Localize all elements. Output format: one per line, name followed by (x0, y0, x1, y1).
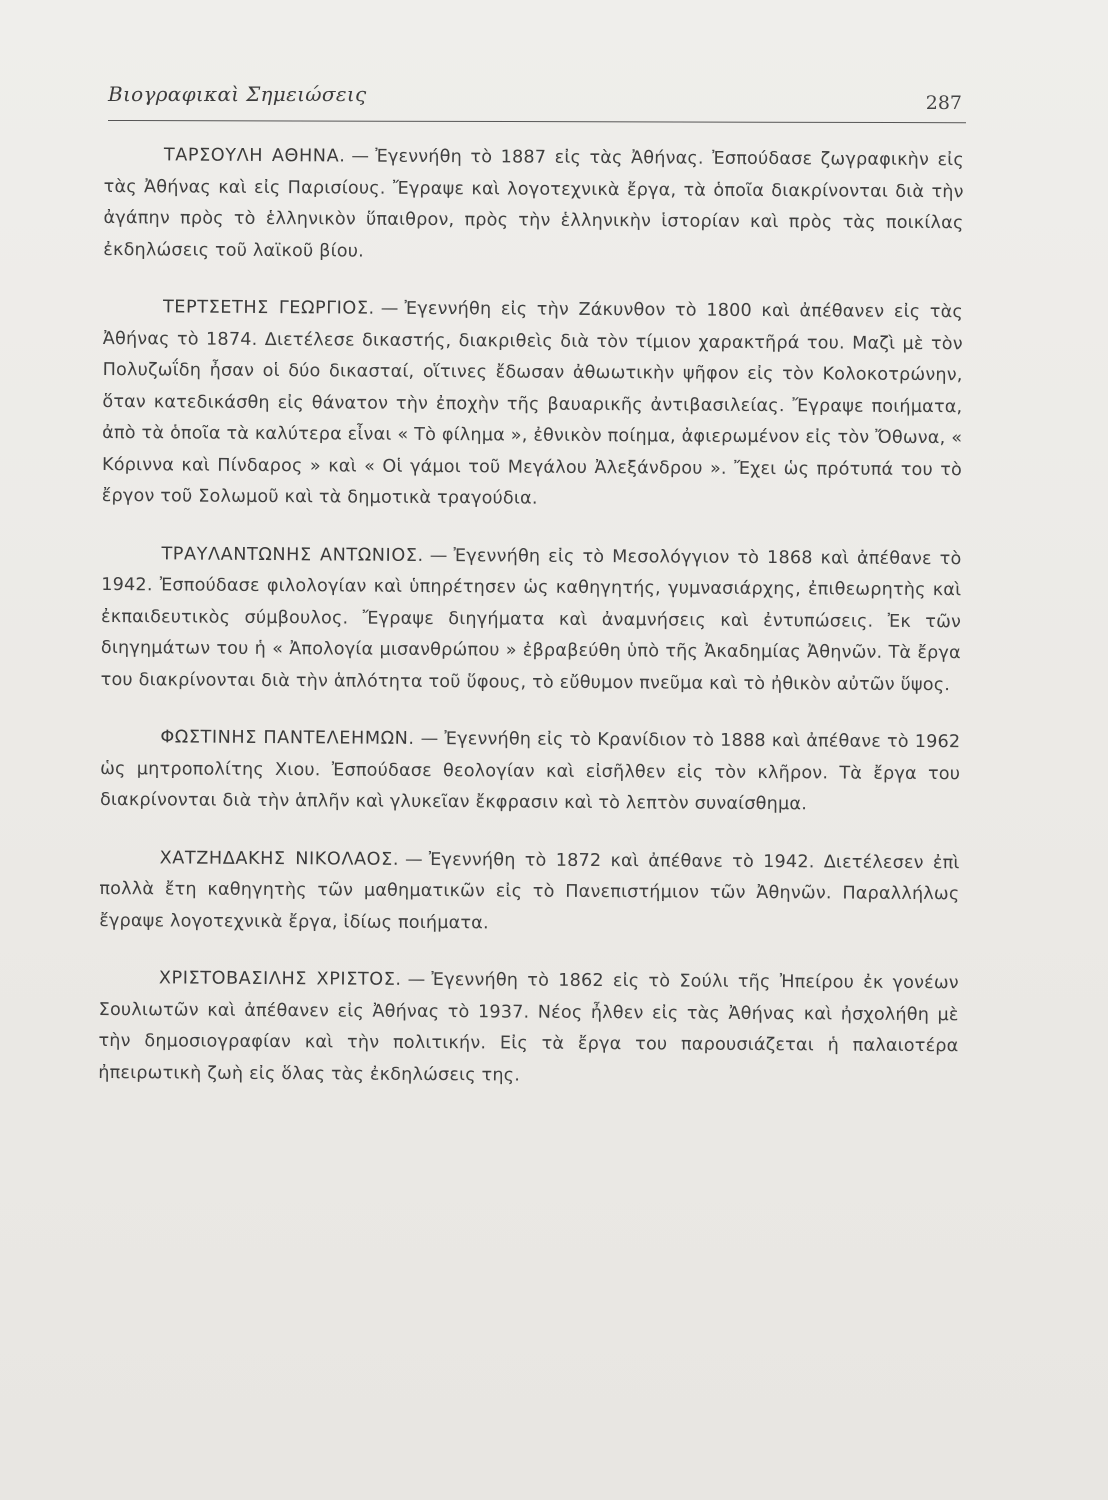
biography-entry-chatzidakis (99, 842, 960, 942)
entry-name: ΤΕΡΤΣΕΤΗΣ ΓΕΩΡΓΙΟΣ. (162, 297, 375, 319)
header-rule (108, 120, 966, 123)
entry-text: Ἐγεννήθη εἰς τὸ Μεσολόγγιον τὸ 1868 καὶ ἀπέθανε τὸ 1942. Ἐσπούδασε φιλολογίαν καὶ ὑπηρέτησεν ὡς καθηγητής, γυμνασιάρχης, ἐπιθεωρητὴς καὶ ἐκπαιδευτικὸς σύμβουλος. Ἔγραψε διηγήματα καὶ ἀναμνήσεις καὶ ἐντυπώσεις. Ἐκ τῶν διηγημάτων του ἡ « Ἀπολογία μισανθρώπου » ἐβραβεύθη ὑπὸ τῆς Ἀκαδημίας Ἀθηνῶν. Τὰ ἔργα του διακρίνονται διὰ τὴν ἁπλότητα τοῦ ὕφους, τὸ εὔθυμον πνεῦμα καὶ τὸ ἠθικὸν αὐτῶν ὕψος. (100, 545, 962, 695)
entry-name: ΤΡΑΥΛΑΝΤΩΝΗΣ ΑΝΤΩΝΙΟΣ. (161, 543, 424, 566)
entry-dash: — (380, 298, 399, 319)
entry-name: ΧΑΤΖΗΔΑΚΗΣ ΝΙΚΟΛΑΟΣ. (159, 847, 400, 870)
biography-entry-tertsetis (102, 292, 963, 518)
entry-dash: — (420, 728, 439, 750)
entry-dash: — (404, 849, 423, 870)
page-header (108, 76, 966, 124)
entry-dash: — (429, 545, 448, 566)
page-number: 287 (925, 92, 962, 114)
entry-text: Ἐγεννήθη τὸ 1872 καὶ ἀπέθανε τὸ 1942. Διετέλεσεν ἐπὶ πολλὰ ἔτη καθηγητὴς τῶν μαθηματικῶν εἰς τὸ Πανεπιστήμιον τῶν Ἀθηνῶν. Παραλλήλως ἔγραψε λογοτεχνικὰ ἔργα, ἰδίως ποιήματα. (99, 849, 960, 933)
entry-name: ΧΡΙΣΤΟΒΑΣΙΛΗΣ ΧΡΙΣΤΟΣ. (158, 968, 402, 990)
biography-entry-tarsouli (103, 140, 964, 271)
biography-entry-christovasilis (98, 963, 959, 1094)
biography-entry-fostinis (100, 722, 961, 822)
biography-entry-travlantonis (101, 538, 962, 701)
entry-text: Ἐγεννήθη τὸ 1887 εἰς τὰς Ἀθήνας. Ἐσπούδασε ζωγραφικὴν εἰς τὰς Ἀθήνας καὶ εἰς Παρισίους. Ἔγραψε καὶ λογοτεχνικὰ ἔργα, τὰ ὁποῖα διακρίνονται διὰ τὴν ἀγάπην πρὸς τὸ ἑλληνικὸν ὕπαιθρον, πρὸς τὴν ἑλληνικὴν ἱστορίαν καὶ πρὸς τὰς ποικίλας ἐκδηλώσεις τοῦ λαϊκοῦ βίου. (103, 146, 964, 262)
entry-text: Ἐγεννήθη εἰς τὴν Ζάκυνθον τὸ 1800 καὶ ἀπέθανεν εἰς τὰς Ἀθήνας τὸ 1874. Διετέλεσε δικαστής, διακριθεὶς διὰ τὸν τίμιον χαρακτῆρά του. Μαζὶ μὲ τὸν Πολυζωΐδη ἦσαν οἱ δύο δικασταί, οἵτινες ἔδωσαν ἀθωωτικὴν ψῆφον εἰς τὸν Κολοκοτρώνην, ὅταν κατεδικάσθη εἰς θάνατον τὴν ἐποχὴν τῆς βαυαρικῆς ἀντιβασιλείας. Ἔγραψε ποιήματα, ἀπὸ τὰ ὁποῖα τὰ καλύτερα εἶναι « Τὸ φίλημα », ἐθνικὸν ποίημα, ἀφιερωμένον εἰς τὸν Ὄθωνα, « Κόριννα καὶ Πίνδαρος » καὶ « Οἱ γάμοι τοῦ Μεγάλου Ἀλεξάνδρου ». Ἔχει ὡς πρότυπά του τὸ ἔργον τοῦ Σολωμοῦ καὶ τὰ δημοτικὰ τραγούδια. (101, 298, 964, 509)
entry-text: Ἐγεννήθη εἰς τὸ Κρανίδιον τὸ 1888 καὶ ἀπέθανε τὸ 1962 ὡς μητροπολίτης Χιου. Ἐσπούδασε θεολογίαν καὶ εἰσῆλθεν εἰς τὸν κλῆρον. Τὰ ἔργα του διακρίνονται διὰ τὴν ἁπλῆν καὶ γλυκεῖαν ἔκφρασιν καὶ τὸ λεπτὸν συναίσθημα. (99, 729, 961, 815)
entry-dash: — (351, 146, 370, 167)
entry-dash: — (407, 969, 426, 990)
entry-name: ΦΩΣΤΙΝΗΣ ΠΑΝΤΕΛΕΗΜΩΝ. (160, 727, 415, 749)
biography-entries (98, 140, 964, 1120)
running-title: Βιογραφικαὶ Σημειώσεις (108, 82, 367, 106)
entry-name: ΤΑΡΣΟΥΛΗ ΑΘΗΝΑ. (163, 145, 346, 167)
entry-text: Ἐγεννήθη τὸ 1862 εἰς τὸ Σούλι τῆς Ἠπείρου ἐκ γονέων Σουλιωτῶν καὶ ἀπέθανεν εἰς Ἀθήνας τὸ 1937. Νέος ἦλθεν εἰς τὰς Ἀθήνας καὶ ἠσχολήθη μὲ τὴν δημοσιογραφίαν καὶ τὴν πολιτικήν. Εἰς τὰ ἔργα του παρουσιάζεται ἡ παλαιοτέρα ἠπειρωτικὴ ζωὴ εἰς ὅλας τὰς ἐκδηλώσεις της. (98, 970, 959, 1086)
